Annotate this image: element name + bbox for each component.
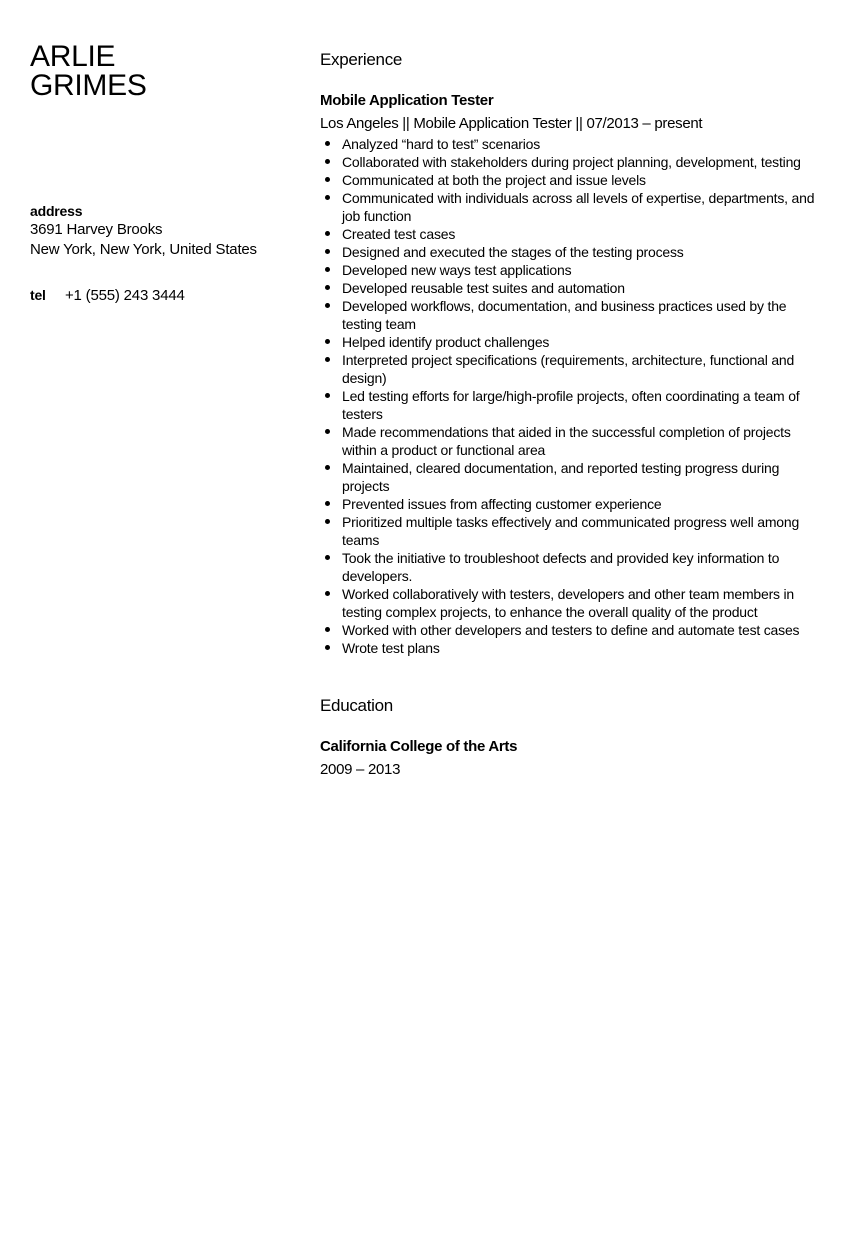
list-item: Took the initiative to troubleshoot defects and provided key information to developers. bbox=[320, 549, 822, 585]
list-item: Prevented issues from affecting customer experience bbox=[320, 495, 822, 513]
address-block bbox=[30, 202, 290, 260]
list-item: Communicated with individuals across all levels of expertise, departments, and job function bbox=[320, 189, 822, 225]
job-meta: Los Angeles || Mobile Application Tester || 07/2013 – present bbox=[320, 115, 703, 132]
tel-block bbox=[30, 286, 290, 306]
list-item: Made recommendations that aided in the successful completion of projects within a product or functional area bbox=[320, 423, 822, 459]
list-item: Prioritized multiple tasks effectively and communicated progress well among teams bbox=[320, 513, 822, 549]
list-item: Maintained, cleared documentation, and reported testing progress during projects bbox=[320, 459, 822, 495]
address-line-1: 3691 Harvey Brooks bbox=[30, 221, 163, 238]
experience-heading: Experience bbox=[320, 50, 403, 69]
list-item: Worked with other developers and testers to define and automate test cases bbox=[320, 621, 822, 639]
list-item: Developed new ways test applications bbox=[320, 261, 822, 279]
job-title: Mobile Application Tester bbox=[320, 92, 494, 109]
list-item: Led testing efforts for large/high-profile projects, often coordinating a team of testers bbox=[320, 387, 822, 423]
education-section bbox=[320, 696, 820, 780]
tel-label: tel bbox=[30, 287, 46, 303]
list-item: Helped identify product challenges bbox=[320, 333, 822, 351]
education-heading: Education bbox=[320, 696, 393, 715]
first-name: ARLIE bbox=[30, 40, 116, 73]
main-column bbox=[320, 50, 820, 780]
school-name: California College of the Arts bbox=[320, 738, 518, 755]
name-block bbox=[30, 42, 290, 100]
list-item: Wrote test plans bbox=[320, 639, 822, 657]
experience-section bbox=[320, 50, 820, 657]
list-item: Collaborated with stakeholders during project planning, development, testing bbox=[320, 153, 822, 171]
address-line-2: New York, New York, United States bbox=[30, 241, 257, 258]
list-item: Communicated at both the project and issue levels bbox=[320, 171, 822, 189]
list-item: Developed reusable test suites and automation bbox=[320, 279, 822, 297]
list-item: Designed and executed the stages of the testing process bbox=[320, 243, 822, 261]
list-item: Developed workflows, documentation, and business practices used by the testing team bbox=[320, 297, 822, 333]
list-item: Analyzed “hard to test” scenarios bbox=[320, 135, 822, 153]
list-item: Created test cases bbox=[320, 225, 822, 243]
tel-value: +1 (555) 243 3444 bbox=[65, 287, 185, 304]
list-item: Interpreted project specifications (requirements, architecture, functional and design) bbox=[320, 351, 822, 387]
education-years: 2009 – 2013 bbox=[320, 761, 401, 778]
address-label: address bbox=[30, 203, 83, 219]
experience-bullets bbox=[320, 135, 820, 657]
last-name: GRIMES bbox=[30, 69, 147, 102]
candidate-name bbox=[30, 42, 290, 100]
list-item: Worked collaboratively with testers, developers and other team members in testing complex projects, to enhance the overall quality of the product bbox=[320, 585, 822, 621]
